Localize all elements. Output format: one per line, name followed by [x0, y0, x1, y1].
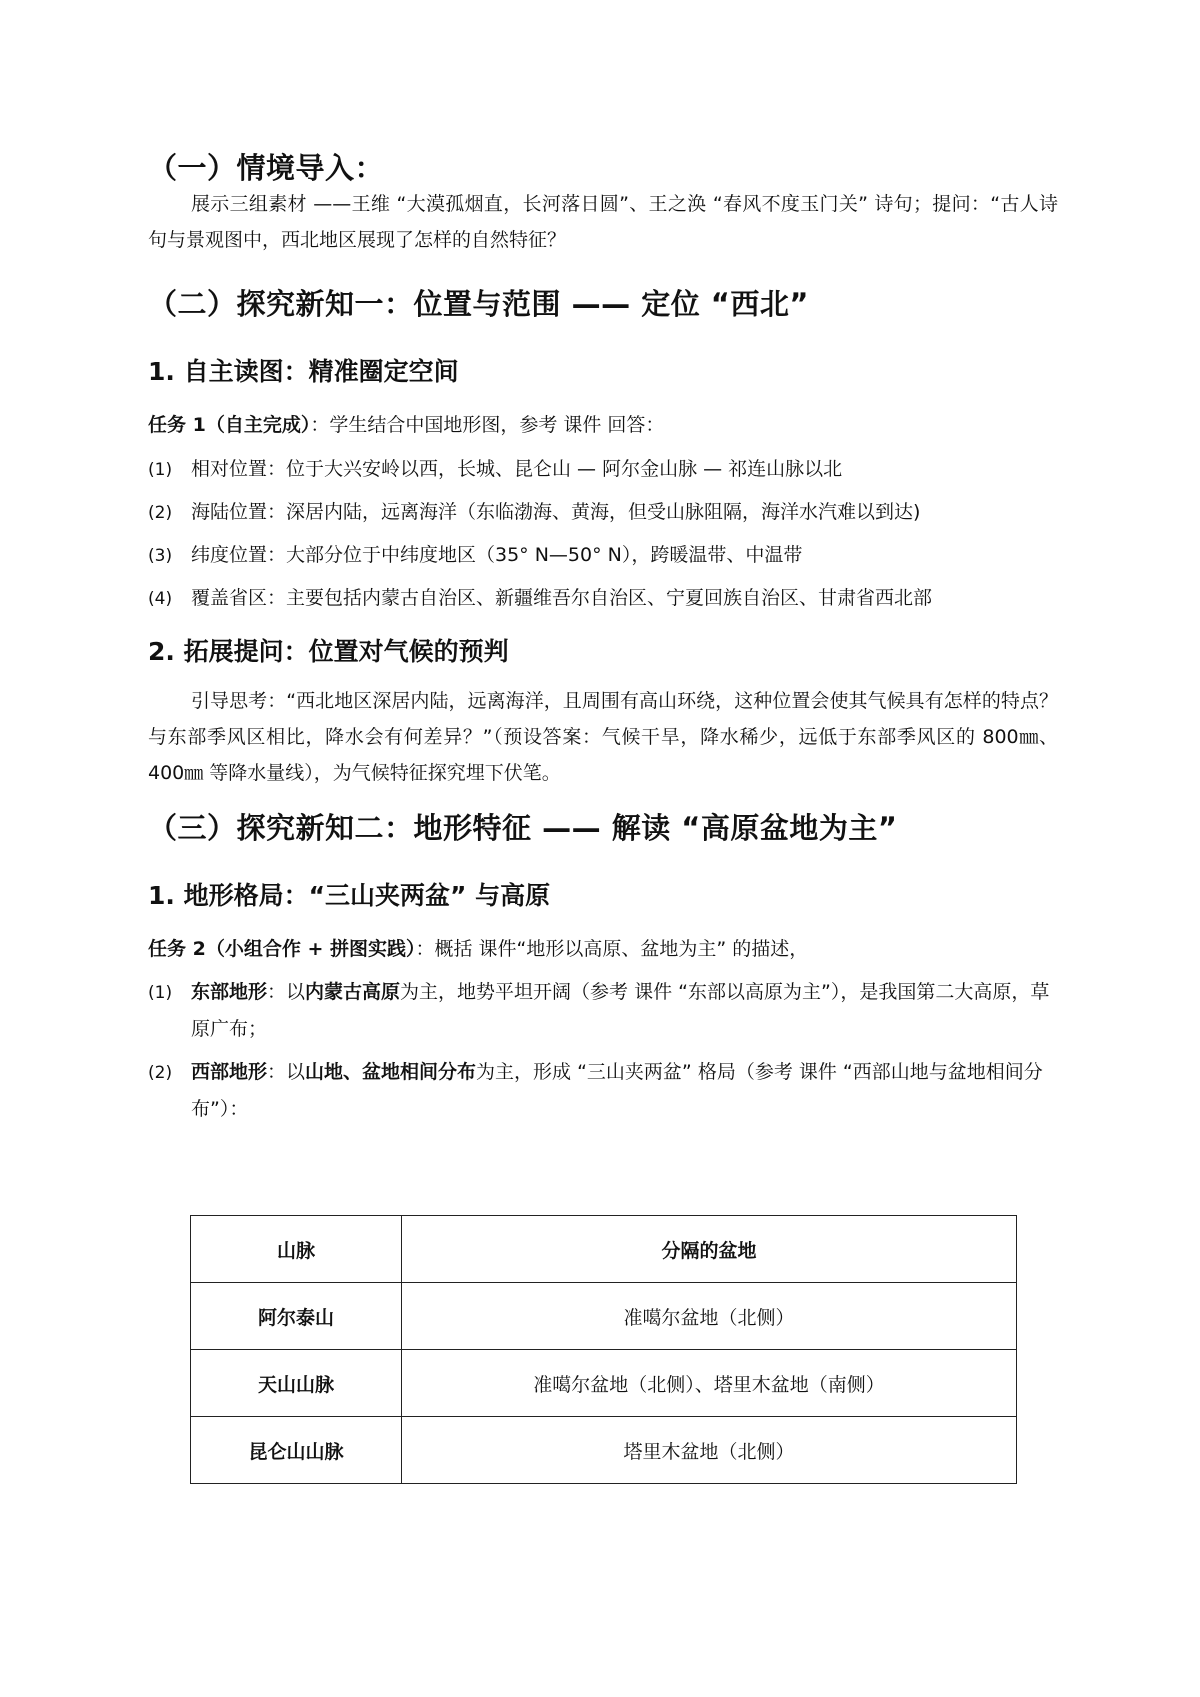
mountain-basin-pattern: 山地、盆地相间分布: [305, 1061, 477, 1083]
section-2-title: （二）探究新知一：位置与范围 —— 定位 “西北”: [148, 287, 809, 321]
list-item: [148, 537, 1058, 574]
inner-mongolia-plateau: 内蒙古高原: [305, 981, 401, 1003]
list-item-text: 覆盖省区：主要包括内蒙古自治区、新疆维吾尔自治区、宁夏回族自治区、甘肃省西北部: [191, 587, 933, 609]
section-2-sub2-title: 2. 拓展提问：位置对气候的预判: [148, 637, 509, 666]
list-item-text: 为主，地势平坦开阔（参考 课件 “东部以高原为主”），是我国第二大高原，草原广布；: [191, 981, 1050, 1040]
list-item: [148, 494, 1058, 531]
list-item-text: ：以: [267, 1061, 306, 1083]
task-1-text: ：学生结合中国地形图，参考 课件 回答：: [310, 414, 665, 436]
task-1-label: 任务 1（自主完成）: [148, 414, 311, 436]
section-2-sub2-paragraph: 引导思考：“西北地区深居内陆，远离海洋，且周围有高山环绕，这种位置会使其气候具有怎样的特点？与东部季风区相比，降水会有何差异？”（预设答案：气候干旱，降水稀少，远低于东部季风区的 800㎜、400㎜ 等降水量线），为气候特征探究埋下伏笔。: [148, 690, 1058, 784]
list-item-number: (1): [148, 983, 173, 1003]
list-item-number: (2): [148, 503, 173, 523]
list-item: [148, 580, 1058, 617]
task-2-label: 任务 2（小组合作 + 拼图实践）: [148, 938, 416, 960]
list-item-text: 海陆位置：深居内陆，远离海洋（东临渤海、黄海，但受山脉阻隔，海洋水汽难以到达): [191, 501, 921, 523]
list-item-number: (3): [148, 546, 173, 566]
list-item: [148, 451, 1058, 488]
section-3-sub1-title: 1. 地形格局：“三山夹两盆” 与高原: [148, 881, 551, 910]
west-terrain-label: 西部地形: [191, 1061, 268, 1083]
table-header-mountain: 山脉: [191, 1216, 402, 1283]
list-item-text: ：以: [267, 981, 306, 1003]
section-1-paragraph: 展示三组素材 ——王维 “大漠孤烟直，长河落日圆”、王之涣 “春风不度玉门关” 诗句；提问：“古人诗句与景观图中，西北地区展现了怎样的自然特征？: [148, 193, 1058, 251]
section-3-title: （三）探究新知二：地形特征 —— 解读 “高原盆地为主”: [148, 811, 898, 845]
list-item: [148, 1054, 1058, 1127]
table-cell-basin: 准噶尔盆地（北侧）、塔里木盆地（南侧）: [402, 1350, 1017, 1417]
section-1-title: （一）情境导入：: [148, 151, 385, 185]
list-item-number: (1): [148, 460, 173, 480]
table-row: [191, 1283, 1017, 1350]
task-2-line: [148, 931, 1058, 967]
east-terrain-label: 东部地形: [191, 981, 268, 1003]
table-row: [191, 1417, 1017, 1484]
list-item-text: 为主，形成 “三山夹两盆” 格局（参考 课件 “西部山地与盆地相间分布”）：: [191, 1061, 1043, 1120]
task-2-text: ：概括 课件“地形以高原、盆地为主” 的描述，: [415, 938, 809, 960]
list-item: [148, 974, 1058, 1047]
list-item-text: 纬度位置：大部分位于中纬度地区（35° N—50° N），跨暖温带、中温带: [191, 544, 803, 566]
table-row: [191, 1350, 1017, 1417]
table-cell-mountain: 阿尔泰山: [191, 1283, 402, 1350]
section-2-sub1-title: 1. 自主读图：精准圈定空间: [148, 357, 459, 386]
table-header-basin: 分隔的盆地: [402, 1216, 1017, 1283]
table-cell-basin: 准噶尔盆地（北侧）: [402, 1283, 1017, 1350]
table-cell-basin: 塔里木盆地（北侧）: [402, 1417, 1017, 1484]
mountains-basins-table: [190, 1215, 1017, 1484]
list-item-text: 相对位置：位于大兴安岭以西，长城、昆仑山 — 阿尔金山脉 — 祁连山脉以北: [191, 458, 843, 480]
list-item-number: (2): [148, 1063, 173, 1083]
task-1-line: [148, 407, 1058, 443]
table-cell-mountain: 天山山脉: [191, 1350, 402, 1417]
list-item-number: (4): [148, 589, 173, 609]
table-cell-mountain: 昆仑山山脉: [191, 1417, 402, 1484]
table-header-row: [191, 1216, 1017, 1283]
